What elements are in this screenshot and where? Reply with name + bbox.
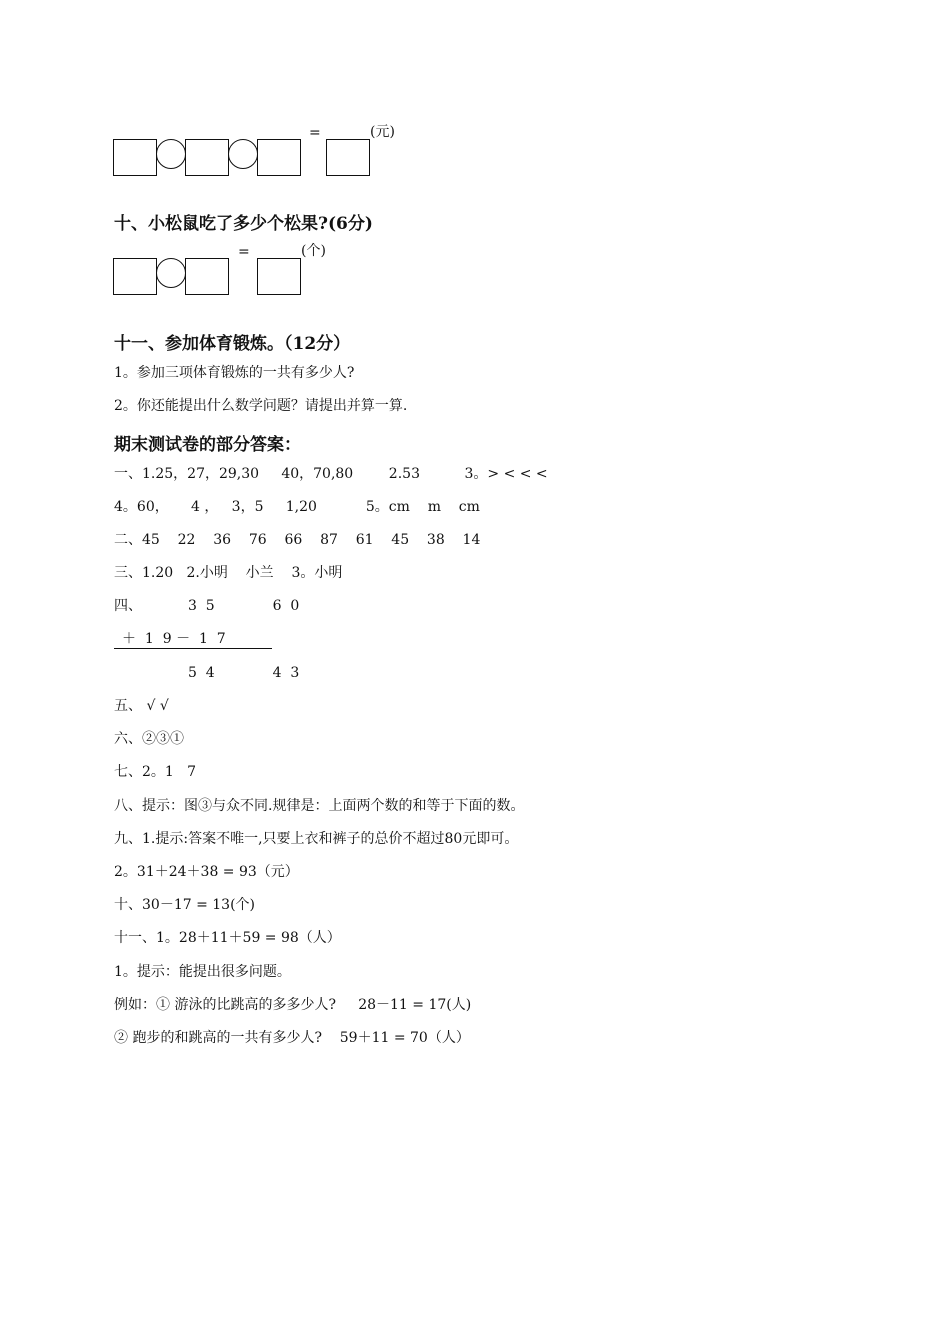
operator-circle-1[interactable] [156,139,186,169]
unit-label: (个) [301,243,326,259]
answer-box-1[interactable] [113,258,157,295]
section-10-title: 十、小松鼠吃了多少个松果?(6分) [114,214,373,234]
result-box[interactable] [257,258,301,295]
answer-line-2: 4。60， 4 ， 3，5 1,20 5。cm m cm [114,499,480,515]
equals-sign: = [309,125,321,141]
answer-box-2[interactable] [185,258,229,295]
question-1: 1。参加三项体育锻炼的一共有多少人? [114,365,355,381]
vertical-calc-operators: ＋ 1 9 － 1 7 [122,631,226,647]
operator-circle-2[interactable] [228,139,258,169]
unit-label: (元) [370,124,395,140]
vertical-calc-underline [114,648,272,649]
result-box[interactable] [326,139,370,176]
section-11-title: 十一、参加体育锻炼。（12分） [114,334,351,354]
vertical-calc-top: 3 5 6 0 [188,598,300,614]
answer-line-1: 一、1.25，27，29,30 40，70,80 2.53 3。> < < < [114,466,548,482]
operator-circle[interactable] [156,258,186,288]
answer-box-2[interactable] [185,139,229,176]
answer-line-15: ② 跑步的和跳高的一共有多少人? 59＋11 = 70（人） [114,1030,470,1046]
question-2: 2。你还能提出什么数学问题？请提出并算一算. [114,398,408,414]
vertical-calc-label: 四、 [114,598,142,614]
answer-line-3: 二、45 22 36 76 66 87 61 45 38 14 [114,532,481,548]
equals-sign: = [238,244,250,260]
vertical-calc-result: 5 4 4 3 [188,665,300,681]
answer-line-10: 2。31＋24＋38 = 93（元） [114,864,299,880]
answer-line-11: 十、30－17 = 13(个) [114,897,255,913]
answers-title: 期末测试卷的部分答案： [114,435,301,455]
answer-line-14: 例如：① 游泳的比跳高的多多少人? 28－11 = 17(人) [114,997,472,1013]
answer-line-4: 三、1.20 2.小明 小兰 3。小明 [114,565,343,581]
answer-line-12: 十一、1。28＋11＋59 = 98（人） [114,930,341,946]
answer-line-5: 五、 √ √ [114,698,169,714]
answer-line-7: 七、2。1 7 [114,764,197,780]
answer-box-3[interactable] [257,139,301,176]
answer-box-1[interactable] [113,139,157,176]
answer-line-9: 九、1.提示:答案不唯一,只要上衣和裤子的总价不超过80元即可。 [114,831,519,847]
answer-line-6: 六、②③① [114,731,184,747]
answer-line-8: 八、提示：图③与众不同.规律是：上面两个数的和等于下面的数。 [114,798,525,814]
answer-line-13: 1。提示：能提出很多问题。 [114,964,291,980]
